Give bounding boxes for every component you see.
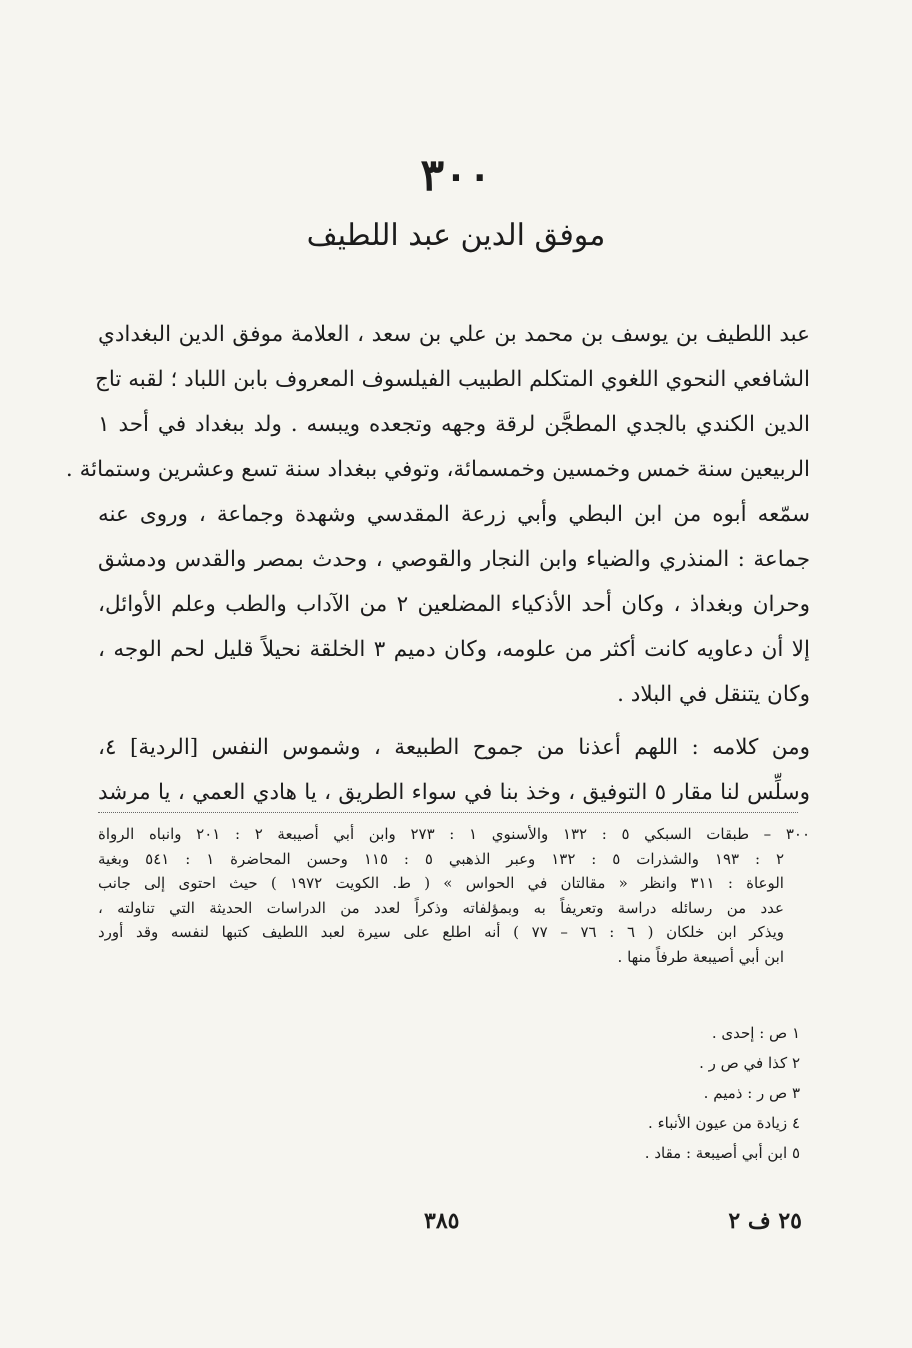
footnote: ٥ ابن أبي أصيبعة : مقاد . xyxy=(644,1144,800,1162)
sources-note xyxy=(98,822,810,969)
sources-line: الوعاة : ٣١١ وانظر « مقالتان في الحواس » ( ط. الكويت ١٩٧٢ ) حيث احتوى إلى جانب xyxy=(98,874,784,892)
body-line: جماعة : المنذري والضياء وابن النجار والقوصي ، وحدث بمصر والقدس ودمشق xyxy=(98,547,810,572)
body-line: سمّعه أبوه من ابن البطي وأبي زرعة المقدسي وشهدة وجماعة ، وروى عنه xyxy=(98,502,810,527)
footnote-divider xyxy=(98,812,798,813)
body-line: إلا أن دعاويه كانت أكثر من علومه، وكان دميم ٣ الخلقة نحيلاً قليل لحم الوجه ، xyxy=(98,637,810,662)
body-line: ومن كلامه : اللهم أعذنا من جموح الطبيعة ، وشموس النفس [الردية] ٤، xyxy=(98,735,810,760)
body-line: وحران وبغداذ ، وكان أحد الأذكياء المضلعين ٢ من الآداب والطب وعلم الأوائل، xyxy=(98,592,810,617)
footnote: ٤ زيادة من عيون الأنباء . xyxy=(648,1114,800,1132)
body-line: وكان يتنقل في البلاد . xyxy=(617,682,810,707)
body-text xyxy=(65,312,811,815)
footnote: ٣ ص ر : ذميم . xyxy=(703,1084,800,1102)
signature-mark: ٢٥ ف ٢ xyxy=(728,1208,802,1234)
sources-line: ٢ : ١٩٣ والشذرات ٥ : ١٣٢ وعبر الذهبي ٥ : ١١٥ وحسن المحاضرة ١ : ٥٤١ وبغية xyxy=(98,849,785,868)
sources-line: ويذكر ابن خلكان ( ٦ : ٧٦ – ٧٧ ) أنه اطلع على سيرة لعبد اللطيف كتبها لنفسه وقد أورد xyxy=(98,923,784,941)
body-line: الربيعين سنة خمس وخمسين وخمسمائة، وتوفي ببغداد سنة تسع وعشرين وستمائة . xyxy=(65,457,810,482)
footnote: ١ ص : إحدى . xyxy=(711,1024,800,1042)
page-number: ٣٨٥ xyxy=(424,1208,460,1234)
body-line: الدين الكندي بالجدي المطجَّن لرقة وجهه وتجعده ويبسه . ولد ببغداد في أحد ١ xyxy=(98,412,810,437)
body-line: وسلِّس لنا مقار ٥ التوفيق ، وخذ بنا في سواء الطريق ، يا هادي العمي ، يا مرشد xyxy=(98,780,811,805)
sources-line: ٣٠٠ – طبقات السبكي ٥ : ١٣٢ والأسنوي ١ : ٢٧٣ وابن أبي أصيبعة ٢ : ٢٠١ وانباه الرواة xyxy=(98,825,810,843)
footnotes xyxy=(645,1018,800,1168)
footnote: ٢ كذا في ص ر . xyxy=(699,1054,800,1072)
body-line: عبد اللطيف بن يوسف بن محمد بن علي بن سعد ، العلامة موفق الدين البغدادي xyxy=(98,322,810,347)
body-line: الشافعي النحوي اللغوي المتكلم الطبيب الفيلسوف المعروف بابن اللباد ؛ لقبه تاج xyxy=(94,367,810,392)
sources-line: ابن أبي أصيبعة طرفاً منها . xyxy=(617,947,784,966)
entry-number: ٣٠٠ xyxy=(420,150,492,201)
sources-line: عدد من رسائله دراسة وتعريفاً به وبمؤلفاته وذكراً لعدد من الدراسات الحديثة التي تناولته ، xyxy=(98,898,784,917)
entry-title: موفق الدين عبد اللطيف xyxy=(306,218,606,253)
